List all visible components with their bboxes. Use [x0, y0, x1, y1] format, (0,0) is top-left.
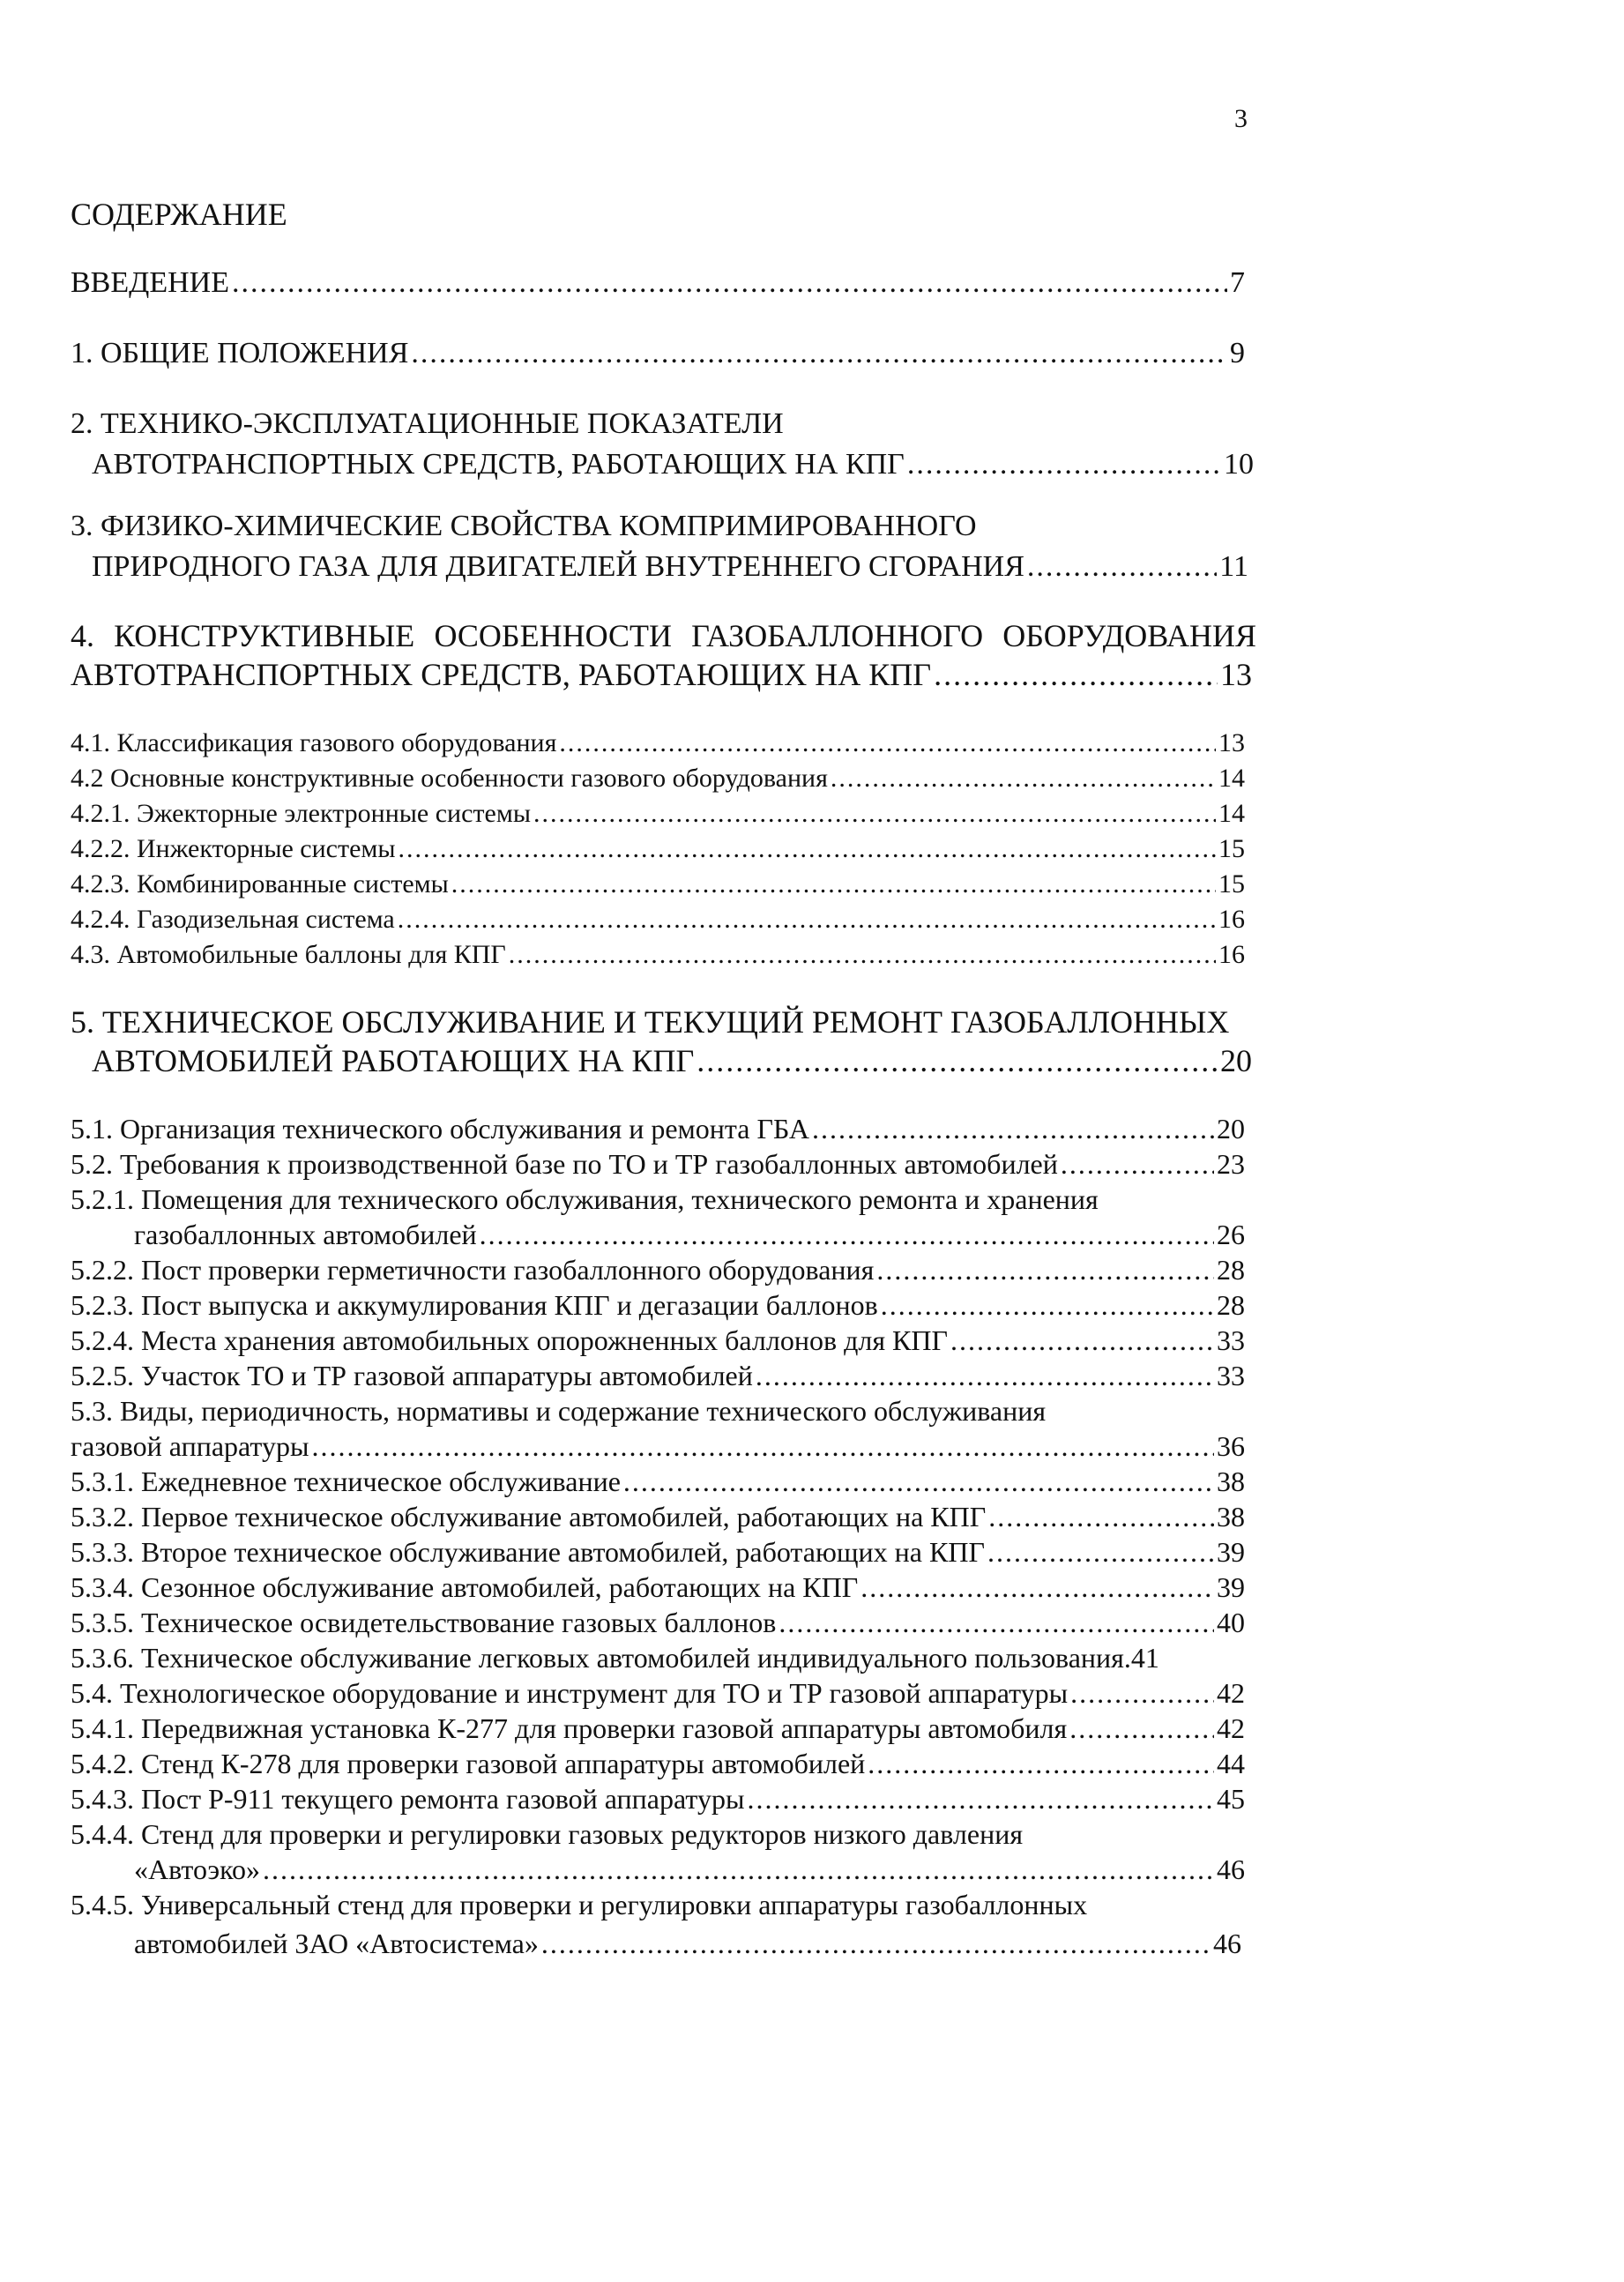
- toc-entry-4-2-2[interactable]: 4.2.2. Инжекторные системы ..... 15: [71, 834, 1245, 864]
- toc-entry-5-4-2[interactable]: 5.4.2. Стенд К-278 для проверки газовой аппаратуры автомобилей ..... 44: [71, 1748, 1245, 1780]
- toc-entry-5-3-6[interactable]: 5.3.6. Техническое обслуживание легковых автомобилей индивидуального пользования. 41: [71, 1642, 1159, 1674]
- toc-entry-5-3-5[interactable]: 5.3.5. Техническое освидетельствование газовых баллонов ..... 40: [71, 1607, 1245, 1639]
- toc-entry-5-2-5[interactable]: 5.2.5. Участок ТО и ТР газовой аппаратуры автомобилей ..... 33: [71, 1360, 1245, 1392]
- toc-entry-2-line1: 2. ТЕХНИКО-ЭКСПЛУАТАЦИОННЫЕ ПОКАЗАТЕЛИ: [71, 407, 784, 440]
- toc-entry-5-2-1[interactable]: газобаллонных автомобилей ..... 26: [134, 1219, 1245, 1251]
- toc-entry-5-4-1[interactable]: 5.4.1. Передвижная установка К-277 для проверки газовой аппаратуры автомобиля ..... 42: [71, 1712, 1245, 1745]
- toc-entry-5-4-3[interactable]: 5.4.3. Пост Р-911 текущего ремонта газовой аппаратуры ..... 45: [71, 1783, 1245, 1816]
- toc-entry-5[interactable]: АВТОМОБИЛЕЙ РАБОТАЮЩИХ НА КПГ ..... 20: [92, 1042, 1252, 1079]
- toc-entry-4-2[interactable]: 4.2 Основные конструктивные особенности газового оборудования ..... 14: [71, 764, 1245, 794]
- toc-entry-3[interactable]: ПРИРОДНОГО ГАЗА ДЛЯ ДВИГАТЕЛЕЙ ВНУТРЕННЕГО СГОРАНИЯ ..... 11: [92, 550, 1248, 584]
- toc-entry-5-3-line1: 5.3. Виды, периодичность, нормативы и содержание технического обслуживания: [71, 1395, 1047, 1427]
- toc-entry-5-3-2[interactable]: 5.3.2. Первое техническое обслуживание автомобилей, работающих на КПГ ..... 38: [71, 1501, 1245, 1533]
- page-number: 3: [1234, 104, 1248, 133]
- toc-entry-5-4-5[interactable]: автомобилей ЗАО «Автосистема» ..... 46: [134, 1928, 1241, 1960]
- toc-entry-5-line1: 5. ТЕХНИЧЕСКОЕ ОБСЛУЖИВАНИЕ И ТЕКУЩИЙ РЕМОНТ ГАЗОБАЛЛОННЫХ: [71, 1004, 1230, 1040]
- toc-entry-5-2-3[interactable]: 5.2.3. Пост выпуска и аккумулирования КПГ и дегазации баллонов ..... 28: [71, 1289, 1245, 1322]
- toc-entry-5-2-1-line1: 5.2.1. Помещения для технического обслуживания, технического ремонта и хранения: [71, 1183, 1099, 1215]
- toc-entry-5-4[interactable]: 5.4. Технологическое оборудование и инструмент для ТО и ТР газовой аппаратуры ..... 42: [71, 1677, 1245, 1710]
- toc-entry-4-line1: 4. КОНСТРУКТИВНЫЕ ОСОБЕННОСТИ ГАЗОБАЛЛОННОГО ОБОРУДОВАНИЯ: [71, 618, 1256, 653]
- toc-entry-1[interactable]: 1. ОБЩИЕ ПОЛОЖЕНИЯ ..... 9: [71, 337, 1245, 370]
- toc-entry-5-2[interactable]: 5.2. Требования к производственной базе по ТО и ТР газобаллонных автомобилей ..... 23: [71, 1148, 1245, 1181]
- toc-entry-5-4-4[interactable]: «Автоэко» ..... 46: [134, 1853, 1245, 1886]
- toc-entry-5-3[interactable]: газовой аппаратуры ..... 36: [71, 1430, 1245, 1463]
- toc-entry-3-line1: 3. ФИЗИКО-ХИМИЧЕСКИЕ СВОЙСТВА КОМПРИМИРОВАННОГО: [71, 510, 977, 542]
- toc-entry-5-2-2[interactable]: 5.2.2. Пост проверки герметичности газобаллонного оборудования ..... 28: [71, 1254, 1245, 1286]
- toc-entry-5-1[interactable]: 5.1. Организация технического обслуживания и ремонта ГБА ..... 20: [71, 1113, 1245, 1145]
- toc-entry-5-4-5-line1: 5.4.5. Универсальный стенд для проверки и регулировки аппаратуры газобаллонных: [71, 1889, 1088, 1920]
- toc-entry-4-3[interactable]: 4.3. Автомобильные баллоны для КПГ ..... 16: [71, 940, 1245, 970]
- toc-entry-intro[interactable]: ВВЕДЕНИЕ ..... 7: [71, 266, 1245, 300]
- toc-entry-5-2-4[interactable]: 5.2.4. Места хранения автомобильных опорожненных баллонов для КПГ ..... 33: [71, 1324, 1245, 1357]
- toc-entry-4-1[interactable]: 4.1. Классификация газового оборудования ..... 13: [71, 728, 1245, 758]
- toc-entry-5-3-3[interactable]: 5.3.3. Второе техническое обслуживание автомобилей, работающих на КПГ ..... 39: [71, 1536, 1245, 1569]
- toc-entry-4-2-4[interactable]: 4.2.4. Газодизельная система ..... 16: [71, 905, 1245, 935]
- toc-entry-2[interactable]: АВТОТРАНСПОРТНЫХ СРЕДСТВ, РАБОТАЮЩИХ НА КПГ ..... 10: [92, 448, 1254, 481]
- toc-entry-5-3-1[interactable]: 5.3.1. Ежедневное техническое обслуживание ..... 38: [71, 1465, 1245, 1498]
- toc-entry-5-3-4[interactable]: 5.3.4. Сезонное обслуживание автомобилей, работающих на КПГ ..... 39: [71, 1571, 1245, 1604]
- toc-entry-5-4-4-line1: 5.4.4. Стенд для проверки и регулировки газовых редукторов низкого давления: [71, 1818, 1024, 1850]
- toc-entry-4[interactable]: АВТОТРАНСПОРТНЫХ СРЕДСТВ, РАБОТАЮЩИХ НА КПГ ..... 13: [71, 656, 1252, 693]
- toc-entry-4-2-1[interactable]: 4.2.1. Эжекторные электронные системы ..... 14: [71, 799, 1245, 829]
- toc-title: СОДЕРЖАНИЕ: [71, 197, 287, 232]
- toc-entry-4-2-3[interactable]: 4.2.3. Комбинированные системы ..... 15: [71, 869, 1245, 899]
